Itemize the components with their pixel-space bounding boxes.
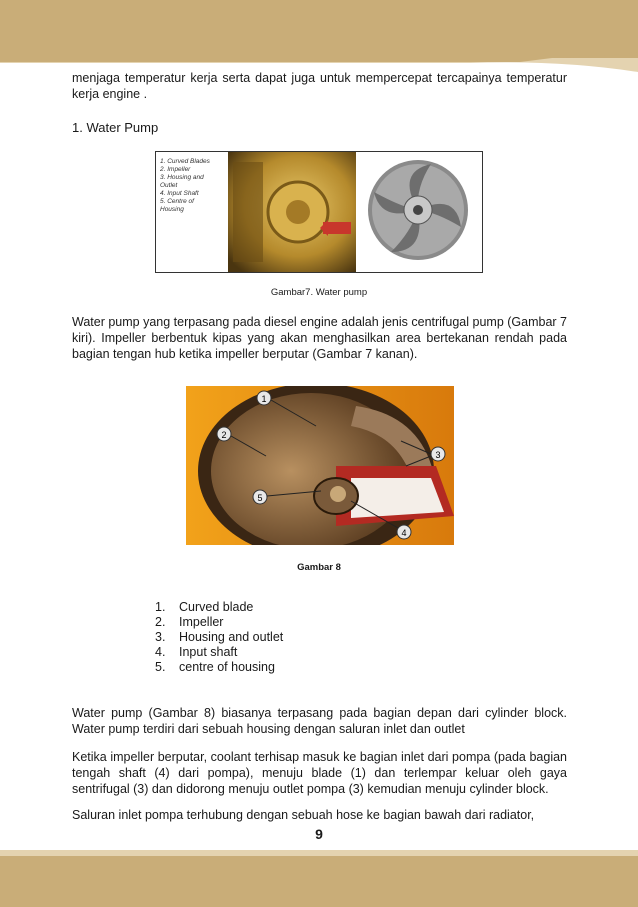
paragraph-4 xyxy=(72,807,567,823)
impeller-cutaway-photo xyxy=(186,386,454,545)
list-item: 4. Input shaft xyxy=(155,645,238,659)
footer-band xyxy=(0,850,638,907)
engine-photo xyxy=(228,152,356,272)
paragraph-text: Ketika impeller berputar, coolant terhisap masuk ke bagian inlet dari pompa (pada bagian tengah shaft (4) dari pompa), menuju blade (1) dan terlempar keluar oleh gaya sentrifugal (3) dan didorong menuju outlet pompa (3) kemudian menuju cylinder block. xyxy=(72,750,567,796)
section-heading: 1. Water Pump xyxy=(72,120,159,135)
paragraph-text: Saluran inlet pompa terhubung dengan sebuah hose ke bagian bawah dari radiator, xyxy=(72,808,535,822)
figure-water-pump xyxy=(155,151,483,273)
figure-legend xyxy=(156,152,228,272)
figure-caption: Gambar 8 xyxy=(297,562,341,573)
legend-line: Outlet xyxy=(160,182,178,189)
page-number: 9 xyxy=(315,826,323,842)
paragraph-2 xyxy=(72,705,567,737)
list-item: 5. centre of housing xyxy=(155,660,275,674)
list-item: 2. Impeller xyxy=(155,615,224,629)
paragraph-text: Water pump (Gambar 8) biasanya terpasang pada bagian depan dari cylinder block. Water pump terdiri dari sebuah housing dengan saluran inlet dan outlet xyxy=(72,706,567,736)
legend-line: 1. Curved Blades xyxy=(160,158,210,165)
header-curve-decoration xyxy=(0,0,638,72)
legend-line: 3. Housing and xyxy=(160,174,204,181)
list-item: 1. Curved blade xyxy=(155,600,254,614)
impeller-photo xyxy=(356,152,482,272)
intro-text: menjaga temperatur kerja serta dapat juga untuk mempercepat tercapainya temperatur kerja engine . xyxy=(72,71,567,101)
callout-label: 1 xyxy=(261,394,267,404)
intro-paragraph xyxy=(72,70,567,102)
list-item: 3. Housing and outlet xyxy=(155,630,284,644)
legend-line: 5. Centre of xyxy=(160,198,194,205)
callout-label: 5 xyxy=(257,493,263,503)
callout-label: 4 xyxy=(401,528,407,538)
legend-line: 4. Input Shaft xyxy=(160,190,199,197)
paragraph-3 xyxy=(72,749,567,797)
paragraph-text: Water pump yang terpasang pada diesel engine adalah jenis centrifugal pump (Gambar 7 kiri). Impeller berbentuk kipas yang akan menghasilkan area bertekanan rendah pada bagian tengan hub ketika impeller berputar (Gambar 7 kanan). xyxy=(72,315,567,361)
callout-label: 3 xyxy=(435,450,441,460)
legend-line: 2. Impeller xyxy=(160,166,191,173)
figure-caption: Gambar7. Water pump xyxy=(270,287,368,298)
paragraph-1 xyxy=(72,314,567,362)
legend-line: Housing xyxy=(160,206,184,213)
figure-impeller-cutaway xyxy=(186,386,454,545)
callout-label: 2 xyxy=(221,430,227,440)
parts-list xyxy=(155,600,283,675)
